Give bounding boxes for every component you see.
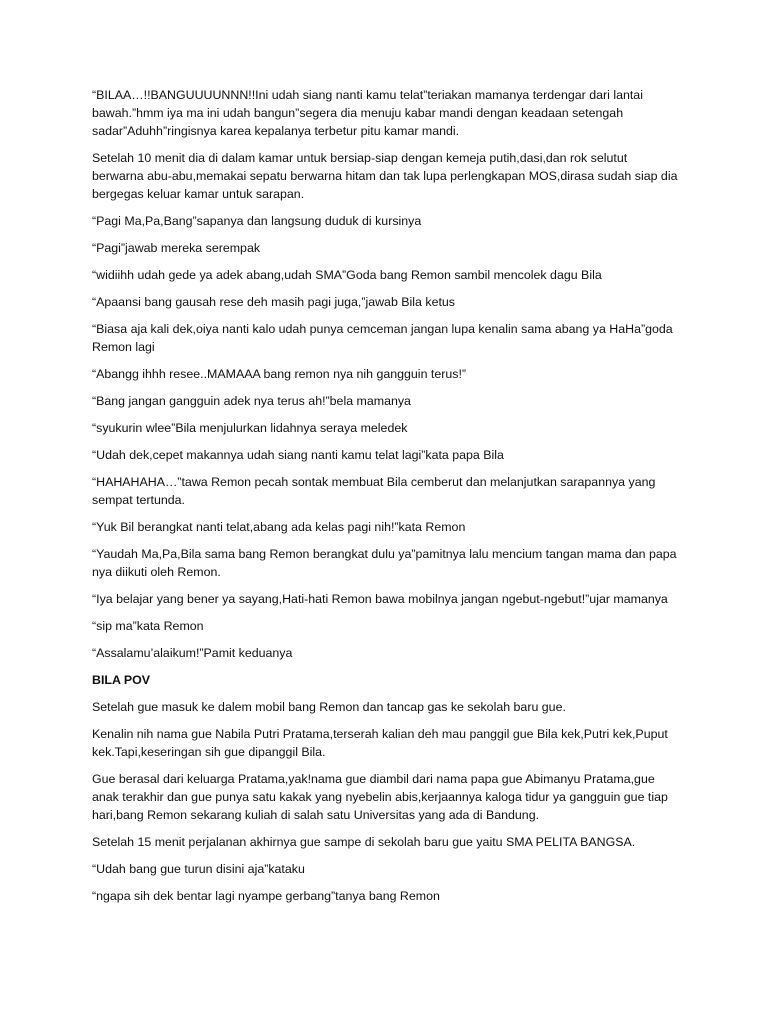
paragraph-wake-up: “BILAA…!!BANGUUUUNNN!!Ini udah siang nanti kamu telat”teriakan mamanya terdengar dari lantai bawah.”hmm iya ma ini udah bangun”segera dia menuju kabar mandi dengan keadaan setengah sadar”Aduhh”ringisnya karea kepalanya terbetur pitu kamar mandi. [92, 88, 643, 138]
paragraph-farewell: “Yaudah Ma,Pa,Bila sama bang Remon berangkat dulu ya”pamitnya lalu mencium tangan mama dan papa nya diikuti oleh Remon. [92, 547, 677, 579]
paragraph-bila-response: “Apaansi bang gausah rese deh masih pagi juga,”jawab Bila ketus [92, 295, 456, 309]
paragraph-remon-tease: “widiihh udah gede ya adek abang,udah SMA”Goda bang Remon sambil mencolek dagu Bila [92, 268, 602, 282]
paragraph-in-car: Setelah gue masuk ke dalem mobil bang Remon dan tancap gas ke sekolah baru gue. [92, 700, 566, 714]
paragraph-remon-invites: “Yuk Bil berangkat nanti telat,abang ada kelas pagi nih!”kata Remon [92, 520, 466, 534]
paragraph-introduction: Kenalin nih nama gue Nabila Putri Pratama,terserah kalian deh mau panggil gue Bila kek,Putri kek,Puput kek.Tapi,keseringan sih gue dipanggil Bila. [92, 727, 668, 759]
paragraph-bila-teases: “syukurin wlee”Bila menjulurkan lidahnya seraya meledek [92, 421, 408, 435]
paragraph-remon-question: “ngapa sih dek bentar lagi nyampe gerbang”tanya bang Remon [92, 889, 440, 903]
paragraph-goodbye: “Assalamu’alaikum!”Pamit keduanya [92, 646, 293, 660]
paragraph-mama-defends: “Bang jangan gangguin adek nya terus ah!”bela mamanya [92, 394, 411, 408]
paragraph-drop-off-request: “Udah bang gue turun disini aja”kataku [92, 862, 305, 876]
paragraph-reply: “Pagi”jawab mereka serempak [92, 241, 261, 255]
paragraph-bila-complain: “Abangg ihhh resee..MAMAAA bang remon nya nih gangguin terus!” [92, 367, 467, 381]
paragraph-mama-advice: “Iya belajar yang bener ya sayang,Hati-hati Remon bawa mobilnya jangan ngebut-ngebut!”ujar mamanya [92, 592, 668, 606]
paragraph-morning-greeting: “Pagi Ma,Pa,Bang”sapanya dan langsung duduk di kursinya [92, 214, 422, 228]
paragraph-remon-tease-again: “Biasa aja kali dek,oiya nanti kalo udah punya cemceman jangan lupa kenalin sama abang ya HaHa”goda Remon lagi [92, 322, 673, 354]
paragraph-remon-laughs: “HAHAHAHA…”tawa Remon pecah sontak membuat Bila cemberut dan melanjutkan sarapannya yang sempat tertunda. [92, 475, 656, 507]
paragraph-getting-ready: Setelah 10 menit dia di dalam kamar untuk bersiap-siap dengan kemeja putih,dasi,dan rok selutut berwarna abu-abu,memakai sepatu berwarna hitam dan tak lupa perlengkapan MOS,dirasa sudah siap dia bergegas keluar kamar untuk sarapan. [92, 151, 678, 201]
section-heading-bila-pov: BILA POV [92, 673, 151, 687]
paragraph-papa-speaks: “Udah dek,cepet makannya udah siang nanti kamu telat lagi”kata papa Bila [92, 448, 504, 462]
paragraph-family-background: Gue berasal dari keluarga Pratama,yak!nama gue diambil dari nama papa gue Abimanyu Pratama,gue anak terakhir dan gue punya satu kakak yang nyebelin abis,kerjaannya kaloga tidur ya gangguin gue tiap hari,bang Remon sekarang kuliah di salah satu Universitas yang ada di Bandung. [92, 772, 668, 822]
paragraph-remon-agrees: “sip ma”kata Remon [92, 619, 204, 633]
document-page [92, 86, 682, 914]
paragraph-arrival: Setelah 15 menit perjalanan akhirnya gue sampe di sekolah baru gue yaitu SMA PELITA BANGSA. [92, 835, 636, 849]
